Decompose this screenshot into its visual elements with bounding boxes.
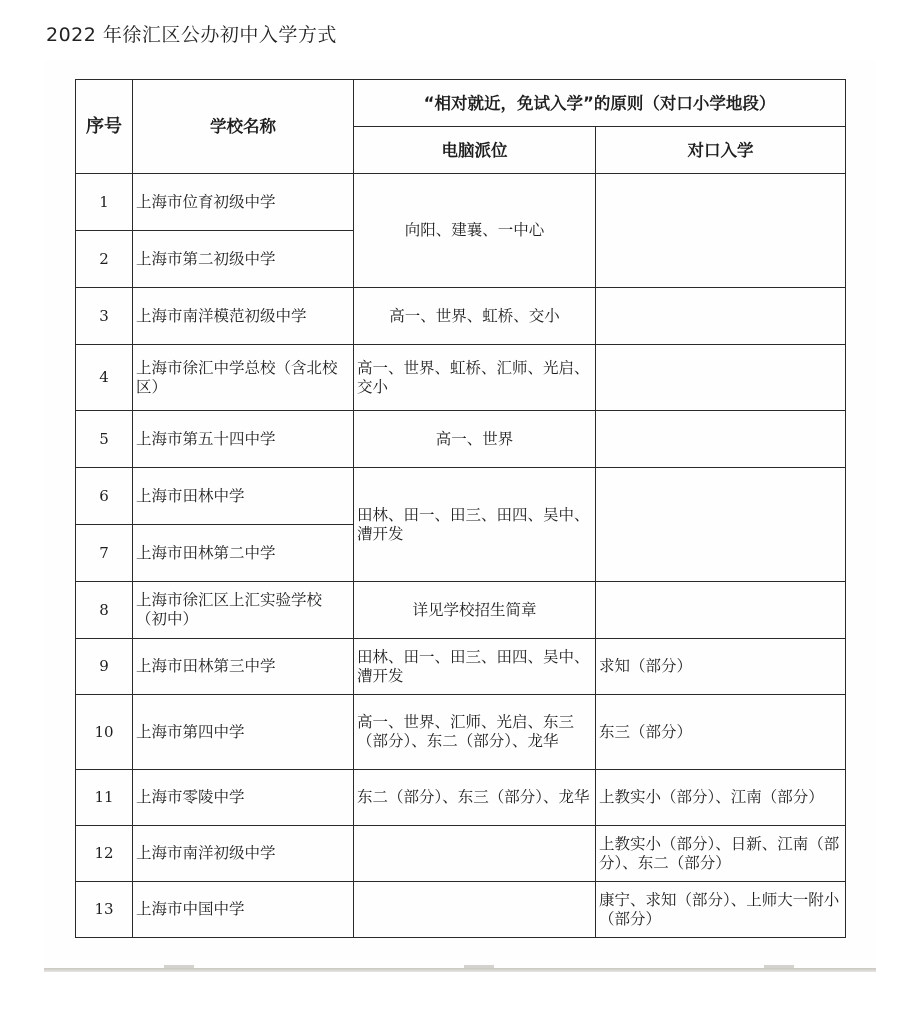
row-no: 4: [76, 345, 133, 411]
table-row: [76, 882, 846, 938]
row-no: 6: [76, 468, 133, 525]
row-direct: 东三（部分）: [596, 695, 846, 770]
table-row: [76, 468, 846, 525]
table-row: [76, 288, 846, 345]
row-computer: 高一、世界: [354, 411, 596, 468]
row-direct-empty: [596, 345, 846, 411]
enrollment-table: [75, 79, 846, 938]
row-school: 上海市位育初级中学: [133, 174, 354, 231]
row-direct-empty: [596, 288, 846, 345]
row-computer: 田林、田一、田三、田四、吴中、漕开发: [354, 639, 596, 695]
row-direct-empty: [596, 468, 846, 582]
row-computer: 高一、世界、虹桥、交小: [354, 288, 596, 345]
row-computer: [354, 882, 596, 938]
row-computer: 详见学校招生简章: [354, 582, 596, 639]
row-school: 上海市第五十四中学: [133, 411, 354, 468]
table-row: [76, 770, 846, 826]
row-no: 3: [76, 288, 133, 345]
row-school: 上海市田林第二中学: [133, 525, 354, 582]
row-school: 上海市中国中学: [133, 882, 354, 938]
header-school: 学校名称: [133, 80, 354, 174]
row-direct: 康宁、求知（部分）、上师大一附小（部分）: [596, 882, 846, 938]
row-school: 上海市南洋模范初级中学: [133, 288, 354, 345]
row-direct: 求知（部分）: [596, 639, 846, 695]
row-no: 2: [76, 231, 133, 288]
table-row: [76, 582, 846, 639]
row-direct-empty: [596, 411, 846, 468]
scan-bottom-edge: [44, 968, 876, 972]
table-row: [76, 695, 846, 770]
table-row: [76, 345, 846, 411]
row-computer-merged: 向阳、建襄、一中心: [354, 174, 596, 288]
row-computer: 东二（部分）、东三（部分）、龙华: [354, 770, 596, 826]
page-title: 2022 年徐汇区公办初中入学方式: [46, 24, 337, 46]
table-row: [76, 411, 846, 468]
row-school: 上海市田林中学: [133, 468, 354, 525]
header-no: 序号: [76, 80, 133, 174]
row-no: 1: [76, 174, 133, 231]
row-school: 上海市零陵中学: [133, 770, 354, 826]
row-no: 8: [76, 582, 133, 639]
header-direct: 对口入学: [596, 127, 846, 174]
row-no: 12: [76, 826, 133, 882]
row-no: 13: [76, 882, 133, 938]
header-computer: 电脑派位: [354, 127, 596, 174]
row-computer-merged: 田林、田一、田三、田四、吴中、漕开发: [354, 468, 596, 582]
row-school: 上海市第二初级中学: [133, 231, 354, 288]
row-computer: 高一、世界、汇师、光启、东三（部分）、东二（部分）、龙华: [354, 695, 596, 770]
row-no: 7: [76, 525, 133, 582]
row-direct: 上教实小（部分）、日新、江南（部分）、东二（部分）: [596, 826, 846, 882]
row-no: 5: [76, 411, 133, 468]
row-school: 上海市徐汇区上汇实验学校（初中）: [133, 582, 354, 639]
document-image: [44, 60, 876, 972]
row-school: 上海市徐汇中学总校（含北校区）: [133, 345, 354, 411]
row-no: 9: [76, 639, 133, 695]
table-row: [76, 639, 846, 695]
row-computer: [354, 826, 596, 882]
row-no: 11: [76, 770, 133, 826]
row-school: 上海市第四中学: [133, 695, 354, 770]
table-row: [76, 174, 846, 231]
row-school: 上海市南洋初级中学: [133, 826, 354, 882]
row-no: 10: [76, 695, 133, 770]
table-row: [76, 826, 846, 882]
row-direct-empty: [596, 174, 846, 288]
row-direct-empty: [596, 582, 846, 639]
header-principle: “相对就近，免试入学”的原则（对口小学地段）: [354, 80, 846, 127]
row-computer: 高一、世界、虹桥、汇师、光启、交小: [354, 345, 596, 411]
row-school: 上海市田林第三中学: [133, 639, 354, 695]
row-direct: 上教实小（部分）、江南（部分）: [596, 770, 846, 826]
